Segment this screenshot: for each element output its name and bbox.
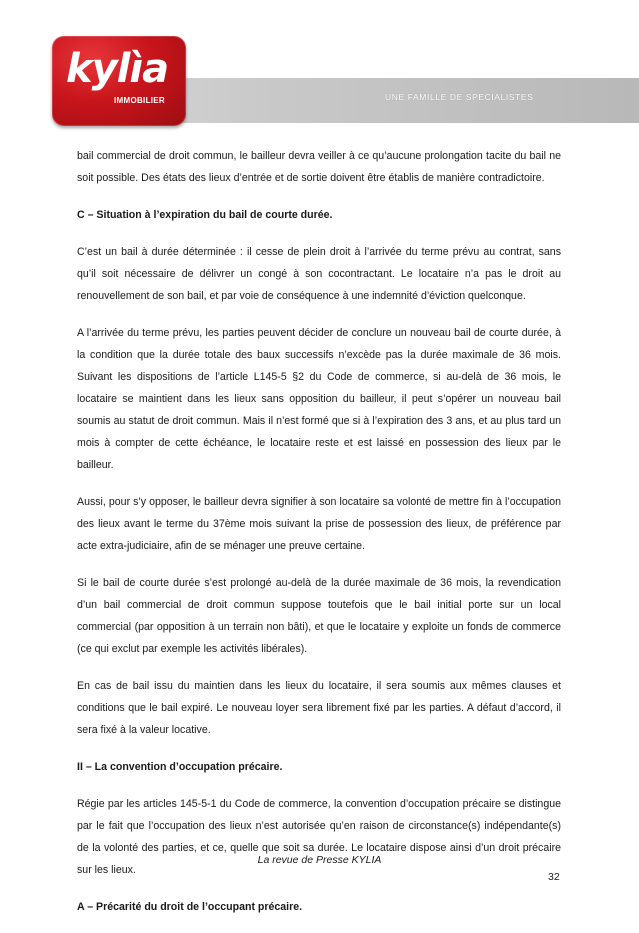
logo-wordmark: kylìa <box>66 46 169 92</box>
section-heading: II – La convention d’occupation précaire. <box>77 761 283 773</box>
header-tagline: UNE FAMILLE DE SPECIALISTES <box>385 92 534 102</box>
page-number: 32 <box>548 871 560 883</box>
paragraph: Régie par les articles 145-5-1 du Code de commerce, la convention d’occupation précaire se distingue par le fait que l’occupation des lieux n’est autorisée qu’en raison de circonstance(s) indépendante(s) de la volonté des parties, et ce, quelle que soit sa durée. Le locataire dispose ainsi d’un droit précaire sur les lieux. <box>77 798 561 876</box>
document-body <box>77 145 561 933</box>
section-heading: C – Situation à l’expiration du bail de courte durée. <box>77 209 333 221</box>
paragraph: A l’arrivée du terme prévu, les parties peuvent décider de conclure un nouveau bail de courte durée, à la condition que la durée totale des baux successifs n’excède pas la durée maximale de 36 mois. Suivant les dispositions de l’article L145-5 §2 du Code de commerce, si au-delà de 36 mois, le locataire se maintient dans les lieux sans opposition du bailleur, il peut s’opérer un nouveau bail soumis au statut de droit commun. Mais il n’est formé que si à l’expiration des 3 ans, et au plus tard un mois à compter de cette échéance, le locataire reste et est laissé en possession des lieux par le bailleur. <box>77 327 561 471</box>
paragraph: bail commercial de droit commun, le bailleur devra veiller à ce qu’aucune prolongation tacite du bail ne soit possible. Des états des lieux d’entrée et de sortie doivent être établis de manière contradictoire. <box>77 150 561 184</box>
paragraph: En cas de bail issu du maintien dans les lieux du locataire, il sera soumis aux mêmes clauses et conditions que le bail expiré. Le nouveau loyer sera librement fixé par les parties. A défaut d’accord, il sera fixé à la valeur locative. <box>77 680 561 736</box>
page-header <box>0 0 639 128</box>
logo-subtitle: IMMOBILIER <box>114 96 165 105</box>
footer-title: La revue de Presse KYLIA <box>257 854 382 866</box>
section-heading: A – Précarité du droit de l’occupant précaire. <box>77 901 303 913</box>
kylia-logo <box>52 36 186 126</box>
paragraph: Si le bail de courte durée s’est prolongé au-delà de la durée maximale de 36 mois, la revendication d’un bail commercial de droit commun suppose toutefois que le bail initial porte sur un local commercial (par opposition à un terrain non bâti), et que le locataire y exploite un fonds de commerce (ce qui exclut par exemple les activités libérales). <box>77 577 561 655</box>
paragraph: Aussi, pour s’y opposer, le bailleur devra signifier à son locataire sa volonté de mettre fin à l’occupation des lieux avant le terme du 37ème mois suivant la prise de possession des lieux, de préférence par acte extra-judiciaire, afin de se ménager une preuve certaine. <box>77 496 561 552</box>
paragraph: C’est un bail à durée déterminée : il cesse de plein droit à l’arrivée du terme prévu au contrat, sans qu’il soit nécessaire de délivrer un congé à son cocontractant. Le locataire n’a pas le droit au renouvellement de son bail, et par voie de conséquence à une indemnité d’éviction quelconque. <box>77 246 561 302</box>
